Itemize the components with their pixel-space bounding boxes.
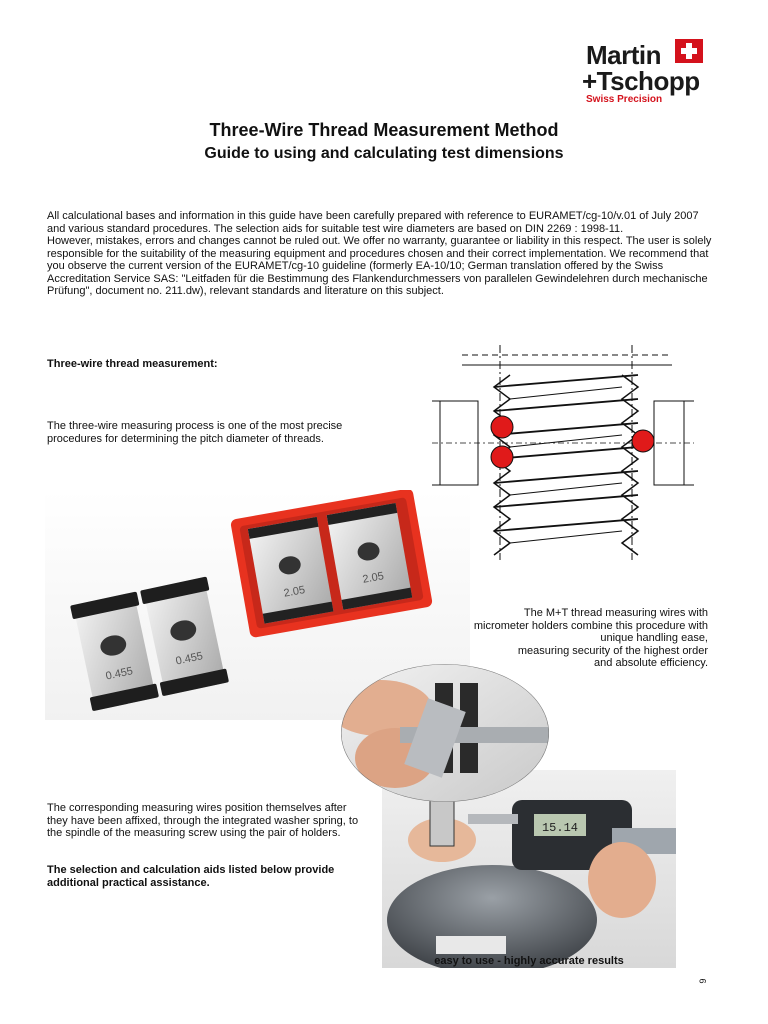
swiss-cross-icon (675, 39, 703, 63)
paragraph2-line2: micrometer holders combine this procedure with (473, 619, 708, 632)
logo-line1: Martin (586, 40, 661, 70)
logo-line2: +Tschopp (582, 66, 700, 96)
paragraph2-line4: measuring security of the highest order (517, 644, 708, 657)
paragraph-precise-procedure: The three-wire measuring process is one of the most precise procedures for determining the pitch diameter of threads. (47, 420, 343, 445)
small-holder-label-b: 0.455 (174, 650, 205, 668)
paragraph-mt-wires (440, 607, 708, 670)
photo-caption: easy to use - highly accurate results (434, 955, 624, 967)
intro-paragraph-2: However, mistakes, errors and changes cannot be ruled out. We offer no warranty, guarantee or liability in this respect. The user is solely responsible for the suitability of the measuring equipment and procedures chosen and their correct implementation. We recommend that you observe the current version of the EURAMET/cg-10 guideline (formerly EA-10/10; German translation offered by the Swiss Accreditation Service SAS: "Leitfaden für die Bestimmung des Flankendurchmessers von parallelen Gewindelehren durch mechanische Prüfung", document no. 211.dw), relevant standards and literature on this subject. (47, 235, 712, 297)
paragraph-selection-aids: The selection and calculation aids listed below provide additional practical assistance. (47, 864, 335, 889)
measuring-wire-upper-left (491, 416, 513, 438)
holder-closeup-photo (340, 663, 550, 803)
page-number: 6 (697, 978, 708, 984)
page-title: Three-Wire Thread Measurement Method (209, 120, 559, 140)
page-subtitle: Guide to using and calculating test dimensions (204, 145, 564, 162)
section-heading: Three-wire thread measurement: (47, 358, 218, 370)
measuring-wire-right (632, 430, 654, 452)
intro-paragraph-1: All calculational bases and information in this guide have been carefully prepared with reference to EURAMET/cg-10/v.01 of July 2007 and various standard procedures. The selection aids for suitable test wire diameters are based on DIN 2269 : 1998-11. (47, 210, 699, 235)
measuring-wire-lower-left (491, 446, 513, 468)
small-holder-label-a: 0.455 (104, 665, 135, 683)
red-holder-label-b: 2.05 (361, 570, 385, 586)
red-holder-label-a: 2.05 (282, 584, 307, 600)
company-logo (580, 38, 708, 104)
paragraph2-line3: unique handling ease, (600, 632, 708, 644)
intro-text (47, 210, 717, 298)
logo-tagline: Swiss Precision (586, 94, 663, 105)
paragraph2-line5: and absolute efficiency. (594, 657, 708, 669)
paragraph-wire-positioning: The corresponding measuring wires position themselves after they have been affixed, through the integrated washer spring, to the spindle of the measuring screw using the pair of holders. (47, 802, 359, 839)
paragraph2-line1: The M+T thread measuring wires with (523, 607, 708, 619)
micrometer-display-value: 15.14 (541, 821, 579, 835)
thread-diagram (432, 345, 694, 560)
